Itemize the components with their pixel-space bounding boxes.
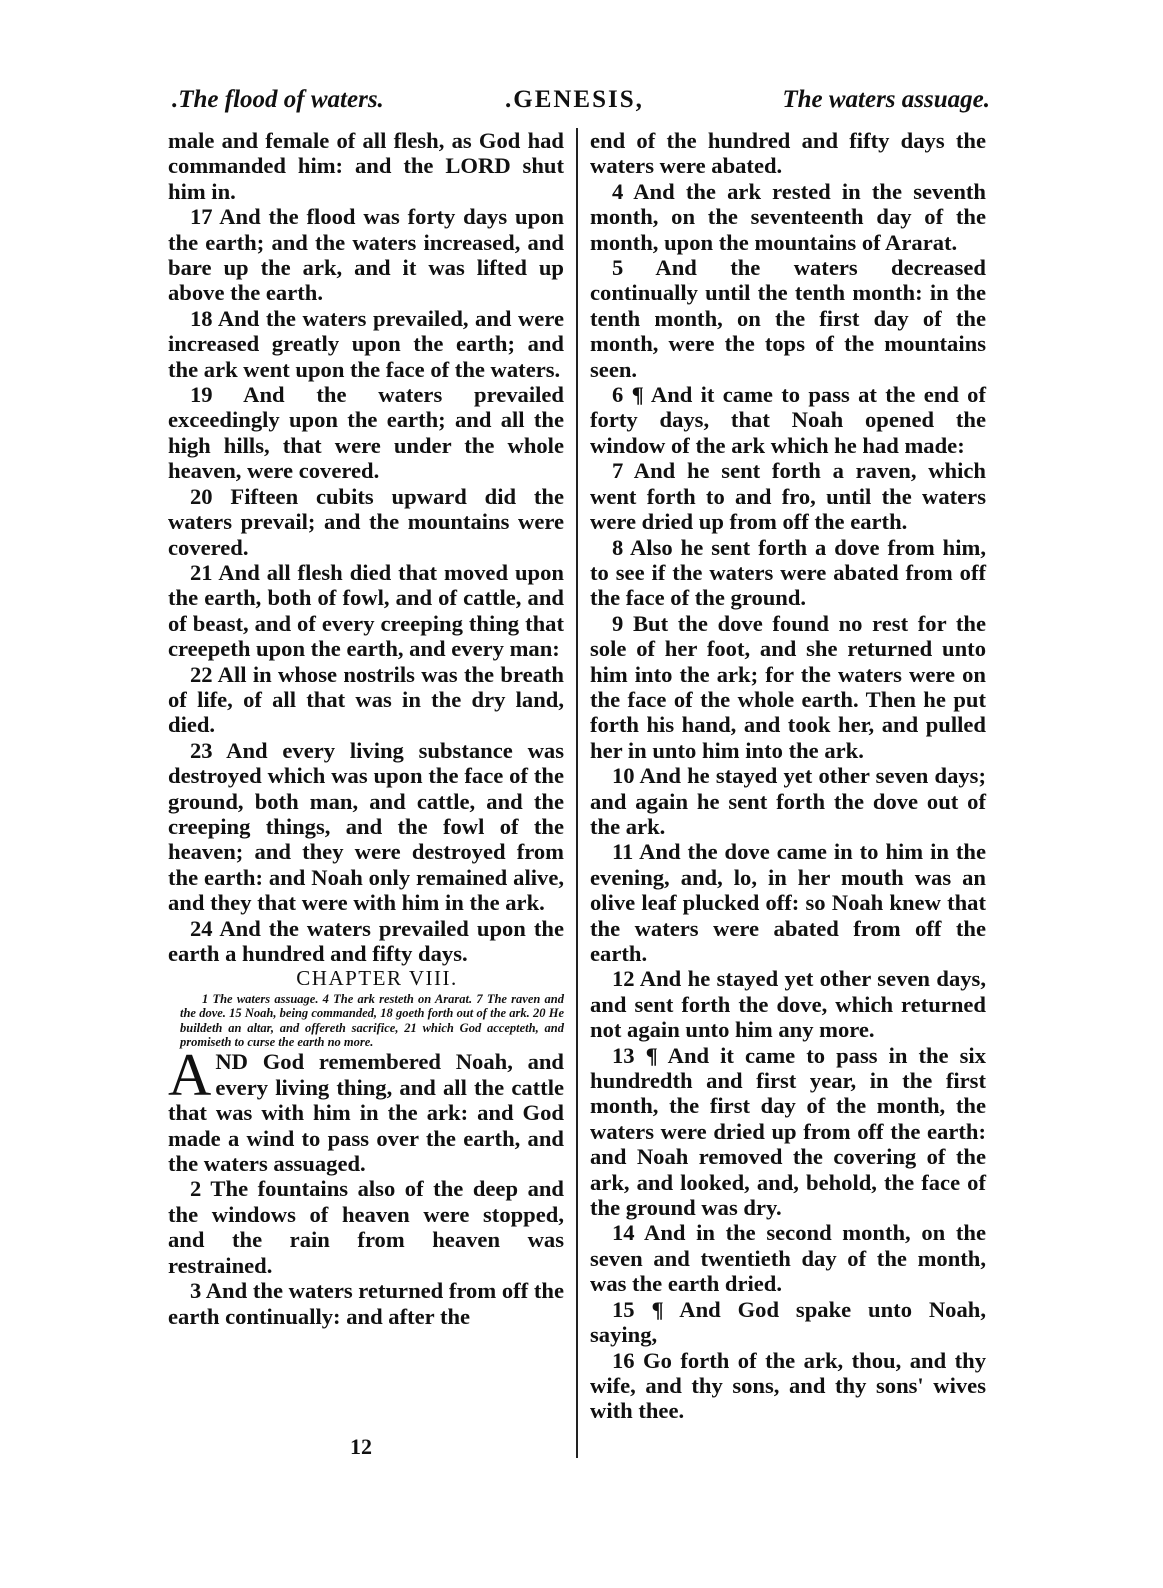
verse-16: 16 Go forth of the ark, thou, and thy wife, and thy sons, and thy sons' wives with thee. bbox=[590, 1347, 986, 1424]
verse-21: 21 And all flesh died that moved upon the earth, both of fowl, and of cattle, and of beast, and of every creeping thing that creepeth upon the earth, and every man: bbox=[168, 559, 564, 662]
verse-continuation-right: end of the hundred and fifty days the waters were abated. bbox=[590, 128, 986, 179]
verse-15: 15 ¶ And God spake unto Noah, saying, bbox=[590, 1296, 986, 1348]
verse-17: 17 And the flood was forty days upon the earth; and the waters increased, and bare up the ark, and it was lifted up above the earth. bbox=[168, 204, 564, 306]
verse-7: 7 And he sent forth a raven, which went forth to and fro, until the waters were dried up from off the earth. bbox=[590, 458, 986, 535]
verse-9: 9 But the dove found no rest for the sole of her foot, and she returned unto him into the ark; for the waters were on the face of the whole earth. Then he put forth his hand, and took her, and pulled her in unto him into the ark. bbox=[590, 610, 986, 763]
right-column bbox=[590, 128, 986, 1424]
page-number: 12 bbox=[350, 1434, 372, 1459]
verse-20: 20 Fifteen cubits upward did the waters prevail; and the mountains were covered. bbox=[168, 483, 564, 560]
header-left-title: .The flood of waters. bbox=[172, 86, 384, 113]
chapter-verse-1 bbox=[168, 1042, 564, 1177]
verse-6: 6 ¶ And it came to pass at the end of forty days, that Noah opened the window of the ark which he had made: bbox=[590, 382, 986, 458]
verse-12: 12 And he stayed yet other seven days, and sent forth the dove, which returned not again unto him any more. bbox=[590, 966, 986, 1043]
verse-3: 3 And the waters returned from off the earth continually: and after the bbox=[168, 1278, 564, 1329]
verse-8: 8 Also he sent forth a dove from him, to see if the waters were abated from off the face of the ground. bbox=[590, 534, 986, 611]
verse-14: 14 And in the second month, on the seven and twentieth day of the month, was the earth dried. bbox=[590, 1220, 986, 1297]
verse-23: 23 And every living substance was destroyed which was upon the face of the ground, both man, and cattle, and the creeping things, and the fowl of the heaven; and they were destroyed from the earth: and Noah only remained alive, and they that were with him in the ark. bbox=[168, 737, 564, 916]
verse-22: 22 All in whose nostrils was the breath of life, of all that was in the dry land, died. bbox=[168, 661, 564, 738]
verse-19: 19 And the waters prevailed exceedingly upon the earth; and all the high hills, that were under the whole heaven, were covered. bbox=[168, 382, 564, 484]
chapter-title: CHAPTER VIII. bbox=[296, 966, 458, 991]
header-book-title: .GENESIS, bbox=[505, 86, 644, 113]
verse-18: 18 And the waters prevailed, and were increased greatly upon the earth; and the ark went upon the face of the waters. bbox=[168, 305, 564, 382]
verse-13: 13 ¶ And it came to pass in the six hundredth and first year, in the first month, the first day of the month, the waters were dried up from off the earth: and Noah removed the covering of the ark, and looked, and, behold, the face of the ground was dry. bbox=[590, 1042, 986, 1221]
drop-cap: A bbox=[168, 1042, 212, 1109]
verse-24: 24 And the waters prevailed upon the earth a hundred and fifty days. bbox=[168, 915, 564, 966]
header-right-title: The waters assuage. bbox=[782, 86, 990, 113]
verse-continuation: male and female of all flesh, as God had commanded him: and the LORD shut him in. bbox=[168, 128, 564, 204]
verse-11: 11 And the dove came in to him in the evening, and, lo, in her mouth was an olive leaf plucked off: so Noah knew that the waters were abated from off the earth. bbox=[590, 839, 986, 966]
running-header bbox=[170, 86, 990, 120]
verse-2: 2 The fountains also of the deep and the windows of heaven were stopped, and the rain from heaven was restrained. bbox=[168, 1176, 564, 1278]
verse-5: 5 And the waters decreased continually until the tenth month: in the tenth month, on the first day of the month, were the tops of the mountains seen. bbox=[590, 255, 986, 382]
verse-4: 4 And the ark rested in the seventh month, on the seventeenth day of the month, upon the mountains of Ararat. bbox=[590, 178, 986, 255]
verse-1-text: ND God remembered Noah, and every living thing, and all the cattle that was with him in the ark: and God made a wind to pass over the earth, and the waters assuaged. bbox=[168, 1049, 564, 1177]
chapter-summary: 1 The waters assuage. 4 The ark resteth on Ararat. 7 The raven and the dove. 15 Noah, being commanded, 18 goeth forth out of the ark. 20 He buildeth an altar, and offereth sacrifice, 21 which God accepteth, and promiseth to curse the earth no more. bbox=[180, 991, 564, 1050]
verse-10: 10 And he stayed yet other seven days; and again he sent forth the dove out of the ark. bbox=[590, 763, 986, 839]
left-column bbox=[168, 128, 564, 1329]
column-divider bbox=[576, 128, 578, 1458]
